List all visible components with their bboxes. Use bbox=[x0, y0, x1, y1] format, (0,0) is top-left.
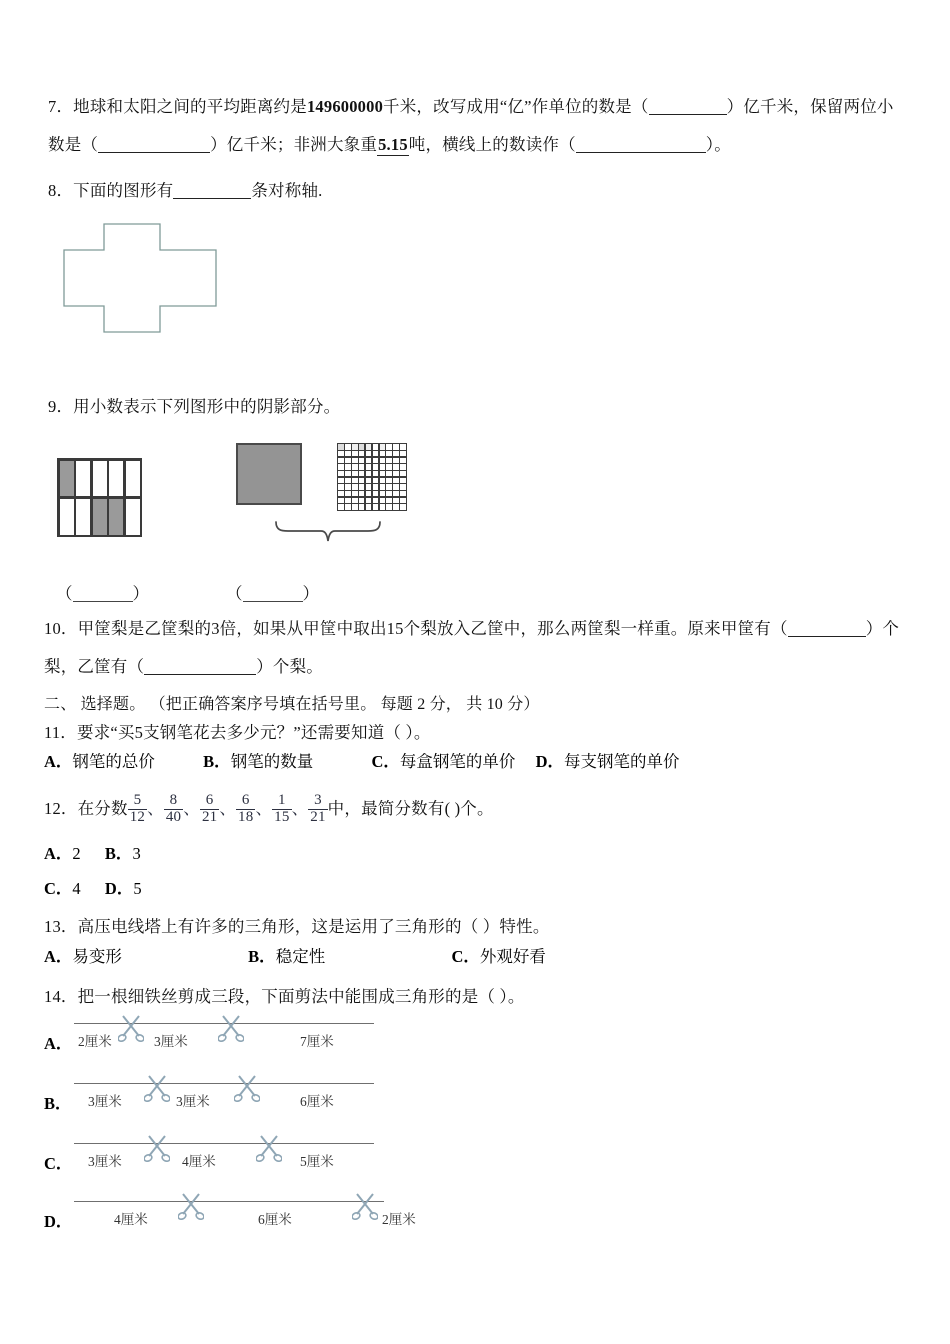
q14-c-seg-1: 3厘米 bbox=[88, 1154, 122, 1169]
scissors-icon bbox=[144, 1134, 170, 1162]
q8-text-a: 下面的图形有 bbox=[73, 181, 174, 200]
q7-text-d: 数是（ bbox=[48, 135, 99, 154]
grid-cell bbox=[93, 461, 107, 497]
fraction-2: $\frac{8}{40}$ bbox=[165, 792, 182, 825]
q14-a-seg-1: 2厘米 bbox=[78, 1034, 112, 1049]
q9-answer-1[interactable]: （ ） bbox=[56, 584, 149, 603]
section-2-heading-text: 二、 选择题。 （把正确答案序号填在括号里。 每题 2 分， 共 10 分） bbox=[44, 696, 540, 713]
fraction-sep: 、 bbox=[255, 799, 273, 818]
wire-line bbox=[74, 1083, 374, 1084]
q9-answer-2[interactable]: （ ） bbox=[226, 584, 319, 603]
q11-choice-d-label[interactable]: 每支钢笔的单价 bbox=[564, 752, 680, 771]
q10-number: 10． bbox=[44, 619, 78, 638]
q11-choice-b-letter[interactable]: B． bbox=[203, 752, 231, 771]
q14-option-d-letter[interactable]: D． bbox=[44, 1212, 73, 1231]
q7-text-c: ）亿千米，保留两位小 bbox=[726, 97, 894, 116]
question-11-text bbox=[44, 714, 431, 752]
question-10-line-2 bbox=[44, 648, 323, 686]
figure-solid-square bbox=[236, 443, 302, 505]
q13-number: 13． bbox=[44, 917, 78, 936]
q9-answer-blank-2[interactable] bbox=[243, 601, 303, 602]
q14-text: 把一根细铁丝剪成三段，下面剪法中能围成三角形的是（ ）。 bbox=[77, 987, 525, 1006]
q7-text-g: ）。 bbox=[705, 135, 731, 154]
cross-polygon-icon bbox=[60, 218, 230, 336]
fraction-sep: 、 bbox=[183, 799, 200, 818]
q13-choice-a-label[interactable]: 易变形 bbox=[72, 947, 122, 966]
grid-cell bbox=[93, 499, 107, 535]
q13-choice-a-letter[interactable]: A． bbox=[44, 947, 73, 966]
question-12-choices-row-2 bbox=[44, 875, 142, 899]
grid-cell bbox=[109, 461, 123, 497]
q7-text-f: 吨，横线上的数读作（ bbox=[408, 135, 576, 154]
fraction-3: $\frac{6}{21}$ bbox=[201, 792, 218, 825]
q9-answer-blank-1[interactable] bbox=[73, 601, 133, 602]
cross-figure bbox=[60, 218, 230, 336]
grid-cell bbox=[76, 499, 90, 535]
scissors-icon bbox=[118, 1014, 144, 1042]
wire-line bbox=[74, 1143, 374, 1144]
scissors-icon bbox=[144, 1074, 170, 1102]
q11-choice-a-label[interactable]: 钢笔的总价 bbox=[72, 752, 155, 771]
figure-grid-5x2 bbox=[57, 458, 142, 537]
q14-c-seg-3: 5厘米 bbox=[300, 1154, 334, 1169]
q13-text: 高压电线塔上有许多的三角形，这是运用了三角形的（ ）特性。 bbox=[77, 917, 550, 936]
q10-n1: 3 bbox=[211, 619, 220, 638]
q10-n2: 15 bbox=[386, 619, 404, 638]
question-7-line-1 bbox=[48, 88, 894, 126]
q11-choice-a-letter[interactable]: A． bbox=[44, 752, 73, 771]
q11-choice-c-label[interactable]: 每盒钢笔的单价 bbox=[399, 752, 516, 771]
q14-b-seg-3: 6厘米 bbox=[300, 1094, 334, 1109]
q14-b-seg-1: 3厘米 bbox=[88, 1094, 122, 1109]
q8-blank[interactable] bbox=[173, 198, 251, 199]
q14-d-seg-1: 4厘米 bbox=[114, 1212, 148, 1227]
grid-cell bbox=[126, 499, 140, 535]
wire-line bbox=[74, 1201, 384, 1202]
q12-choice-b-letter[interactable]: B． bbox=[104, 844, 133, 863]
question-7-line-2 bbox=[48, 126, 731, 164]
q13-choice-b-label[interactable]: 稳定性 bbox=[275, 947, 326, 966]
q14-c-seg-2: 4厘米 bbox=[182, 1154, 216, 1169]
q10-blank-1[interactable] bbox=[788, 636, 866, 637]
question-13-text bbox=[44, 908, 550, 946]
question-13-choices bbox=[44, 943, 546, 967]
question-9-text bbox=[48, 388, 340, 426]
q7-text-b: 千米，改写成用“亿”作单位的数是（ bbox=[383, 97, 649, 116]
fraction-sep: 、 bbox=[219, 799, 237, 818]
grid-cell bbox=[76, 461, 90, 497]
q7-text-a: 地球和太阳之间的平均距离约是 bbox=[73, 97, 307, 116]
q14-a-seg-3: 7厘米 bbox=[300, 1034, 334, 1049]
fraction-1: $\frac{5}{12}$ bbox=[129, 792, 146, 825]
q10-text-f: ）个梨。 bbox=[256, 657, 324, 676]
figure-grid-10x10 bbox=[337, 443, 407, 511]
q7-blank-1[interactable] bbox=[649, 114, 727, 115]
q9-number: 9． bbox=[48, 397, 74, 416]
q13-choice-b-letter[interactable]: B． bbox=[248, 947, 276, 966]
q7-blank-2[interactable] bbox=[98, 152, 210, 153]
q14-option-b-letter[interactable]: B． bbox=[44, 1094, 72, 1113]
q11-number: 11． bbox=[44, 723, 77, 742]
q12-choice-d-label[interactable]: 5 bbox=[133, 879, 142, 898]
fraction-4: $\frac{6}{18}$ bbox=[238, 792, 254, 825]
q12-choice-c-letter[interactable]: C． bbox=[44, 879, 73, 898]
grid-cell bbox=[109, 499, 123, 535]
q14-d-seg-3: 2厘米 bbox=[382, 1212, 416, 1227]
fraction-6: $\frac{3}{21}$ bbox=[310, 792, 326, 825]
fraction-sep: 、 bbox=[147, 799, 164, 818]
q12-number: 12． bbox=[44, 799, 78, 818]
grid-cell bbox=[60, 499, 74, 535]
q12-text-a: 在分数 bbox=[77, 799, 128, 818]
scissors-icon bbox=[234, 1074, 260, 1102]
q14-number: 14． bbox=[44, 987, 78, 1006]
curly-brace-icon bbox=[272, 518, 384, 553]
fraction-sep: 、 bbox=[291, 799, 309, 818]
q7-blank-3[interactable] bbox=[576, 152, 706, 153]
q13-choice-c-label[interactable]: 外观好看 bbox=[479, 947, 546, 966]
q7-number-value: 149600000 bbox=[306, 97, 384, 116]
q14-option-c-letter[interactable]: C． bbox=[44, 1154, 73, 1173]
q12-fraction-list bbox=[128, 792, 328, 825]
q11-choice-c-letter[interactable]: C． bbox=[371, 752, 400, 771]
scissors-icon bbox=[218, 1014, 244, 1042]
q7-text-e: ）亿千米；非洲大象重 bbox=[210, 135, 378, 154]
q14-b-seg-2: 3厘米 bbox=[176, 1094, 210, 1109]
q14-d-seg-2: 6厘米 bbox=[258, 1212, 292, 1227]
q11-choice-d-letter[interactable]: D． bbox=[535, 752, 565, 771]
question-12-choices-row-1 bbox=[44, 840, 141, 864]
q12-text-b: 中，最简分数有( )个。 bbox=[327, 799, 494, 818]
question-10-line-1 bbox=[44, 610, 899, 648]
q11-text: 要求“买5支钢笔花去多少元？”还需要知道（ ）。 bbox=[77, 723, 431, 742]
q13-choice-c-letter[interactable]: C． bbox=[451, 947, 480, 966]
scissors-icon bbox=[178, 1192, 204, 1220]
q12-choice-b-label[interactable]: 3 bbox=[132, 844, 141, 863]
grid-cell bbox=[60, 461, 74, 497]
fraction-5: $\frac{1}{15}$ bbox=[274, 792, 290, 825]
q10-text-a: 甲筐梨是乙筐梨的 bbox=[77, 619, 212, 638]
question-8-text bbox=[48, 172, 322, 210]
q10-blank-2[interactable] bbox=[144, 674, 256, 675]
q12-choice-d-letter[interactable]: D． bbox=[104, 879, 134, 898]
question-12-text bbox=[44, 790, 494, 828]
scissors-icon bbox=[352, 1192, 378, 1220]
q7-number: 7． bbox=[48, 97, 74, 116]
q12-choice-a-label[interactable]: 2 bbox=[72, 844, 81, 863]
q7-underlined-number: 5.15 bbox=[378, 135, 408, 154]
q10-text-d: ）个 bbox=[865, 619, 900, 638]
q12-choice-c-label[interactable]: 4 bbox=[72, 879, 81, 898]
grid-cell bbox=[126, 461, 140, 497]
q8-number: 8． bbox=[48, 181, 74, 200]
scissors-icon bbox=[256, 1134, 282, 1162]
q11-choice-b-label[interactable]: 钢笔的数量 bbox=[230, 752, 314, 771]
q9-text: 用小数表示下列图形中的阴影部分。 bbox=[73, 397, 341, 416]
question-14-text bbox=[44, 978, 525, 1016]
q14-a-seg-2: 3厘米 bbox=[154, 1034, 188, 1049]
q10-text-e: 梨，乙筐有（ bbox=[44, 657, 145, 676]
q14-option-a-letter[interactable]: A． bbox=[44, 1034, 73, 1053]
q10-text-c: 个梨放入乙筐中，那么两筐梨一样重。原来甲筐有（ bbox=[403, 619, 788, 638]
question-11-choices bbox=[44, 748, 680, 772]
q8-text-b: 条对称轴. bbox=[251, 181, 323, 200]
q12-choice-a-letter[interactable]: A． bbox=[44, 844, 73, 863]
q10-text-b: 倍，如果从甲筐中取出 bbox=[219, 619, 387, 638]
